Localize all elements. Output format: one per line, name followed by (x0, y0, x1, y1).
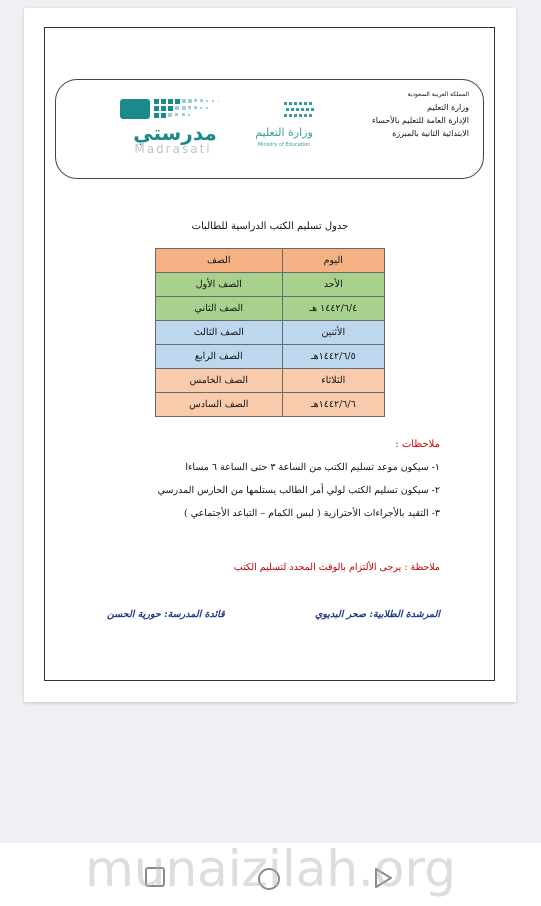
letterhead-text (319, 88, 469, 140)
header-class: الصف (156, 249, 283, 273)
kingdom-line: المملكة العربية السعودية (407, 91, 469, 98)
table-header-row (156, 249, 385, 273)
table-row (156, 321, 385, 345)
school-line: الابتدائية الثانية بالمبرزة (392, 129, 469, 138)
counselor-signature: المرشدة الطلابية: صحر البديوي (314, 609, 440, 620)
page-border (44, 27, 495, 681)
table-row (156, 345, 385, 369)
date-cell: ١٤٤٢/٦/٥هـ (282, 345, 384, 369)
date-cell: ١٤٤٢/٦/٦هـ (282, 393, 384, 417)
watermark: munaizilah.org (85, 840, 456, 898)
table-row (156, 393, 385, 417)
notes-heading: ملاحظات : (395, 439, 440, 450)
madrasati-logo (118, 96, 230, 154)
table-row (156, 273, 385, 297)
ministry-dots-icon (282, 100, 318, 120)
class-cell: الصف السادس (156, 393, 283, 417)
class-cell: الصف الأول (156, 273, 283, 297)
class-cell: الصف الثالث (156, 321, 283, 345)
table-row (156, 369, 385, 393)
note-item: ١- سيكون موعد تسليم الكتب من الساعة ٣ حتى الساعة ٦ مساءا (185, 462, 440, 473)
document-page (24, 8, 516, 702)
schedule-table (155, 248, 385, 417)
header-day: اليوم (282, 249, 384, 273)
ministry-line: وزارة التعليم (427, 103, 469, 112)
ministry-logo-en: Ministry of Education (257, 142, 311, 148)
madrasati-squares-icon (118, 96, 230, 122)
ministry-logo (248, 100, 320, 156)
principal-signature: قائدة المدرسة: حورية الحسن (107, 609, 225, 620)
document-title: جدول تسليم الكتب الدراسية للطالبات (191, 221, 349, 232)
note-item: ٢- سيكون تسليم الكتب لولي أمر الطالب يستلمها من الحارس المدرسي (157, 485, 440, 496)
madrasati-logo-text: مدرستي (133, 121, 217, 145)
table-row (156, 297, 385, 321)
letterhead (55, 79, 484, 179)
day-cell: الأثنين (282, 321, 384, 345)
class-cell: الصف الثاني (156, 297, 283, 321)
date-cell: ١٤٤٢/٦/٤ هـ (282, 297, 384, 321)
ministry-logo-text: وزارة التعليم (255, 126, 313, 139)
class-cell: الصف الخامس (156, 369, 283, 393)
class-cell: الصف الرابع (156, 345, 283, 369)
day-cell: الأحد (282, 273, 384, 297)
day-cell: الثلاثاء (282, 369, 384, 393)
madrasati-logo-en: Madrasati (134, 142, 212, 156)
note-item: ٣- التقيد بالأجراءات الأحترازية ( لبس الكمام – التباعد الأجتماعي ) (183, 508, 440, 519)
directorate-line: الإدارة العامة للتعليم بالأحساء (371, 116, 469, 125)
remark-text: ملاحظة : يرجى الألتزام بالوقت المحدد لتسليم الكتب (233, 562, 440, 573)
